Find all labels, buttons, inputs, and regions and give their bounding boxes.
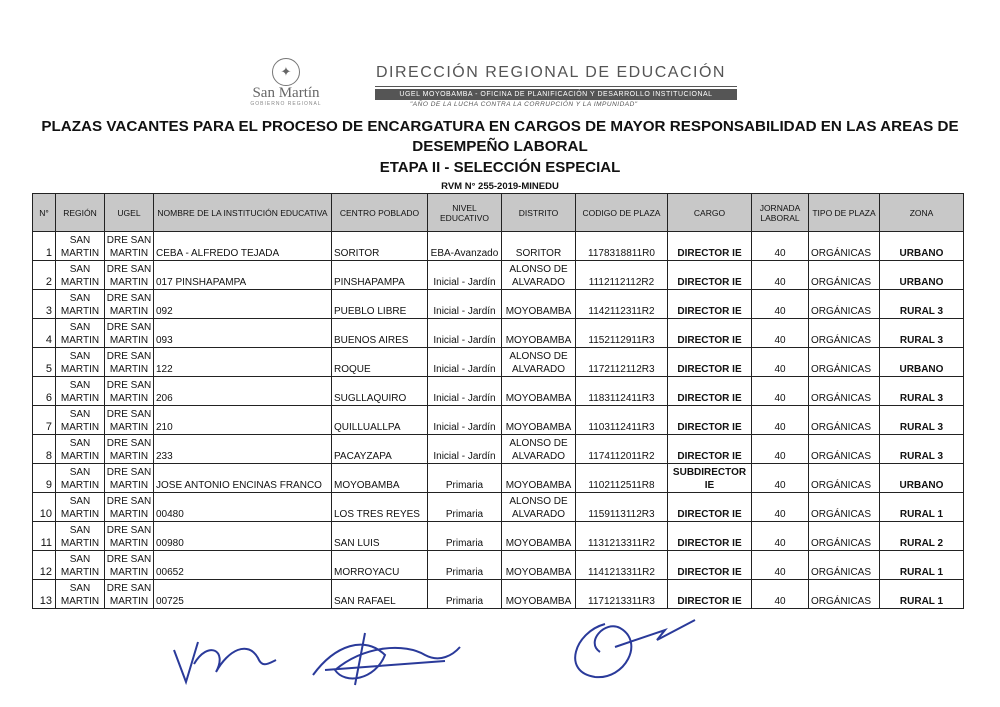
regional-logo bbox=[232, 58, 340, 108]
col-distrito: MOYOBAMBA bbox=[502, 522, 576, 551]
col-distrito: ALONSO DE ALVARADO bbox=[502, 261, 576, 290]
col-jornada-laboral: 40 bbox=[752, 522, 809, 551]
col-jornada-laboral: 40 bbox=[752, 290, 809, 319]
col-region: SAN MARTIN bbox=[56, 435, 105, 464]
col-numero: 7 bbox=[33, 406, 56, 435]
header-col-numero: N° bbox=[33, 194, 56, 232]
col-distrito: ALONSO DE ALVARADO bbox=[502, 493, 576, 522]
document-title: PLAZAS VACANTES PARA EL PROCESO DE ENCARGATURA EN CARGOS DE MAYOR RESPONSABILIDAD EN LAS AREAS DE DESEMPEÑO LABORAL bbox=[41, 118, 959, 155]
rvm-reference: RVM N° 255-2019-MINEDU bbox=[441, 181, 559, 192]
col-tipo-plaza: ORGÁNICAS bbox=[809, 522, 880, 551]
col-distrito: MOYOBAMBA bbox=[502, 551, 576, 580]
col-nivel-educativo: Inicial - Jardín bbox=[428, 406, 502, 435]
header-col-centro-poblado: CENTRO POBLADO bbox=[332, 194, 428, 232]
col-ugel: DRE SAN MARTIN bbox=[105, 464, 154, 493]
col-institucion: 017 PINSHAPAMPA bbox=[154, 261, 332, 290]
col-region: SAN MARTIN bbox=[56, 377, 105, 406]
col-zona: RURAL 3 bbox=[880, 290, 964, 319]
col-codigo-plaza: 1174112011R2 bbox=[576, 435, 668, 464]
header-col-tipo-plaza: TIPO DE PLAZA bbox=[809, 194, 880, 232]
col-centro-poblado: SORITOR bbox=[332, 232, 428, 261]
col-jornada-laboral: 40 bbox=[752, 551, 809, 580]
col-tipo-plaza: ORGÁNICAS bbox=[809, 232, 880, 261]
col-ugel: DRE SAN MARTIN bbox=[105, 580, 154, 609]
col-codigo-plaza: 1131213311R2 bbox=[576, 522, 668, 551]
col-cargo: SUBDIRECTOR IE bbox=[668, 464, 752, 493]
col-cargo: DIRECTOR IE bbox=[668, 406, 752, 435]
col-cargo: DIRECTOR IE bbox=[668, 290, 752, 319]
col-nivel-educativo: EBA-Avanzado bbox=[428, 232, 502, 261]
col-ugel: DRE SAN MARTIN bbox=[105, 522, 154, 551]
col-zona: RURAL 1 bbox=[880, 580, 964, 609]
col-codigo-plaza: 1159113112R3 bbox=[576, 493, 668, 522]
col-codigo-plaza: 1178318811R0 bbox=[576, 232, 668, 261]
col-ugel: DRE SAN MARTIN bbox=[105, 551, 154, 580]
col-region: SAN MARTIN bbox=[56, 348, 105, 377]
col-numero: 13 bbox=[33, 580, 56, 609]
vacancies-table bbox=[32, 193, 964, 609]
col-ugel: DRE SAN MARTIN bbox=[105, 377, 154, 406]
col-zona: RURAL 1 bbox=[880, 551, 964, 580]
col-cargo: DIRECTOR IE bbox=[668, 580, 752, 609]
col-nivel-educativo: Primaria bbox=[428, 464, 502, 493]
table-row bbox=[33, 348, 964, 377]
col-ugel: DRE SAN MARTIN bbox=[105, 435, 154, 464]
col-tipo-plaza: ORGÁNICAS bbox=[809, 377, 880, 406]
logo-sub: GOBIERNO REGIONAL bbox=[250, 101, 322, 107]
table-row bbox=[33, 522, 964, 551]
table-row bbox=[33, 406, 964, 435]
col-zona: RURAL 3 bbox=[880, 406, 964, 435]
col-tipo-plaza: ORGÁNICAS bbox=[809, 580, 880, 609]
col-nivel-educativo: Primaria bbox=[428, 522, 502, 551]
col-region: SAN MARTIN bbox=[56, 319, 105, 348]
table-row bbox=[33, 261, 964, 290]
col-nivel-educativo: Inicial - Jardín bbox=[428, 319, 502, 348]
col-tipo-plaza: ORGÁNICAS bbox=[809, 348, 880, 377]
col-jornada-laboral: 40 bbox=[752, 464, 809, 493]
col-codigo-plaza: 1112112112R2 bbox=[576, 261, 668, 290]
col-zona: URBANO bbox=[880, 232, 964, 261]
col-distrito: MOYOBAMBA bbox=[502, 580, 576, 609]
col-codigo-plaza: 1102112511R8 bbox=[576, 464, 668, 493]
logo-brand: San Martín bbox=[252, 85, 320, 101]
col-zona: RURAL 1 bbox=[880, 493, 964, 522]
col-region: SAN MARTIN bbox=[56, 232, 105, 261]
col-distrito: ALONSO DE ALVARADO bbox=[502, 348, 576, 377]
seal-icon: ✦ bbox=[272, 58, 300, 86]
col-zona: URBANO bbox=[880, 464, 964, 493]
col-tipo-plaza: ORGÁNICAS bbox=[809, 290, 880, 319]
col-nivel-educativo: Inicial - Jardín bbox=[428, 290, 502, 319]
header-col-nivel-educativo: NIVEL EDUCATIVO bbox=[428, 194, 502, 232]
col-region: SAN MARTIN bbox=[56, 261, 105, 290]
col-institucion: 122 bbox=[154, 348, 332, 377]
col-nivel-educativo: Inicial - Jardín bbox=[428, 261, 502, 290]
col-ugel: DRE SAN MARTIN bbox=[105, 232, 154, 261]
col-institucion: 00980 bbox=[154, 522, 332, 551]
col-zona: RURAL 3 bbox=[880, 319, 964, 348]
col-region: SAN MARTIN bbox=[56, 580, 105, 609]
col-nivel-educativo: Primaria bbox=[428, 551, 502, 580]
col-zona: RURAL 2 bbox=[880, 522, 964, 551]
col-distrito: MOYOBAMBA bbox=[502, 377, 576, 406]
col-centro-poblado: PINSHAPAMPA bbox=[332, 261, 428, 290]
col-zona: URBANO bbox=[880, 261, 964, 290]
col-cargo: DIRECTOR IE bbox=[668, 435, 752, 464]
col-region: SAN MARTIN bbox=[56, 551, 105, 580]
col-codigo-plaza: 1171213311R3 bbox=[576, 580, 668, 609]
col-tipo-plaza: ORGÁNICAS bbox=[809, 551, 880, 580]
col-codigo-plaza: 1141213311R2 bbox=[576, 551, 668, 580]
col-jornada-laboral: 40 bbox=[752, 377, 809, 406]
col-cargo: DIRECTOR IE bbox=[668, 493, 752, 522]
col-institucion: 093 bbox=[154, 319, 332, 348]
signature-2 bbox=[305, 625, 465, 695]
col-numero: 10 bbox=[33, 493, 56, 522]
col-distrito: SORITOR bbox=[502, 232, 576, 261]
col-institucion: 00652 bbox=[154, 551, 332, 580]
col-numero: 6 bbox=[33, 377, 56, 406]
table-row bbox=[33, 464, 964, 493]
col-cargo: DIRECTOR IE bbox=[668, 522, 752, 551]
col-distrito: ALONSO DE ALVARADO bbox=[502, 435, 576, 464]
col-cargo: DIRECTOR IE bbox=[668, 261, 752, 290]
col-tipo-plaza: ORGÁNICAS bbox=[809, 464, 880, 493]
col-region: SAN MARTIN bbox=[56, 522, 105, 551]
col-numero: 11 bbox=[33, 522, 56, 551]
col-ugel: DRE SAN MARTIN bbox=[105, 290, 154, 319]
header-col-distrito: DISTRITO bbox=[502, 194, 576, 232]
col-numero: 5 bbox=[33, 348, 56, 377]
col-centro-poblado: SUGLLAQUIRO bbox=[332, 377, 428, 406]
col-institucion: JOSE ANTONIO ENCINAS FRANCO bbox=[154, 464, 332, 493]
table-row bbox=[33, 377, 964, 406]
header-col-ugel: UGEL bbox=[105, 194, 154, 232]
col-nivel-educativo: Primaria bbox=[428, 580, 502, 609]
signature-3 bbox=[565, 612, 705, 687]
col-centro-poblado: PACAYZAPA bbox=[332, 435, 428, 464]
col-distrito: MOYOBAMBA bbox=[502, 319, 576, 348]
signature-1 bbox=[168, 620, 293, 690]
col-tipo-plaza: ORGÁNICAS bbox=[809, 406, 880, 435]
col-cargo: DIRECTOR IE bbox=[668, 348, 752, 377]
header-col-jornada-laboral: JORNADA LABORAL bbox=[752, 194, 809, 232]
col-jornada-laboral: 40 bbox=[752, 261, 809, 290]
table-header-row bbox=[33, 194, 964, 232]
col-codigo-plaza: 1172112112R3 bbox=[576, 348, 668, 377]
header-col-region: REGIÓN bbox=[56, 194, 105, 232]
col-numero: 12 bbox=[33, 551, 56, 580]
col-tipo-plaza: ORGÁNICAS bbox=[809, 493, 880, 522]
col-jornada-laboral: 40 bbox=[752, 493, 809, 522]
col-cargo: DIRECTOR IE bbox=[668, 377, 752, 406]
header-col-zona: ZONA bbox=[880, 194, 964, 232]
col-jornada-laboral: 40 bbox=[752, 348, 809, 377]
col-codigo-plaza: 1183112411R3 bbox=[576, 377, 668, 406]
table-row bbox=[33, 493, 964, 522]
col-nivel-educativo: Primaria bbox=[428, 493, 502, 522]
col-jornada-laboral: 40 bbox=[752, 319, 809, 348]
col-numero: 3 bbox=[33, 290, 56, 319]
col-institucion: 092 bbox=[154, 290, 332, 319]
col-institucion: 210 bbox=[154, 406, 332, 435]
col-tipo-plaza: ORGÁNICAS bbox=[809, 319, 880, 348]
table-row bbox=[33, 290, 964, 319]
col-ugel: DRE SAN MARTIN bbox=[105, 261, 154, 290]
table-row bbox=[33, 319, 964, 348]
col-centro-poblado: BUENOS AIRES bbox=[332, 319, 428, 348]
col-tipo-plaza: ORGÁNICAS bbox=[809, 435, 880, 464]
col-institucion: CEBA - ALFREDO TEJADA bbox=[154, 232, 332, 261]
table-row bbox=[33, 435, 964, 464]
col-ugel: DRE SAN MARTIN bbox=[105, 406, 154, 435]
col-numero: 2 bbox=[33, 261, 56, 290]
col-cargo: DIRECTOR IE bbox=[668, 551, 752, 580]
table-row bbox=[33, 551, 964, 580]
col-cargo: DIRECTOR IE bbox=[668, 319, 752, 348]
col-nivel-educativo: Inicial - Jardín bbox=[428, 435, 502, 464]
col-centro-poblado: MOYOBAMBA bbox=[332, 464, 428, 493]
col-region: SAN MARTIN bbox=[56, 493, 105, 522]
header-col-codigo-plaza: CODIGO DE PLAZA bbox=[576, 194, 668, 232]
col-centro-poblado: MORROYACU bbox=[332, 551, 428, 580]
col-region: SAN MARTIN bbox=[56, 406, 105, 435]
office-title: DIRECCIÓN REGIONAL DE EDUCACIÓN bbox=[376, 64, 726, 81]
col-centro-poblado: QUILLUALLPA bbox=[332, 406, 428, 435]
table-row bbox=[33, 580, 964, 609]
header-col-cargo: CARGO bbox=[668, 194, 752, 232]
col-region: SAN MARTIN bbox=[56, 290, 105, 319]
col-institucion: 00480 bbox=[154, 493, 332, 522]
col-nivel-educativo: Inicial - Jardín bbox=[428, 377, 502, 406]
table-row bbox=[33, 232, 964, 261]
stage-title: ETAPA II - SELECCIÓN ESPECIAL bbox=[379, 159, 621, 176]
col-jornada-laboral: 40 bbox=[752, 232, 809, 261]
col-numero: 4 bbox=[33, 319, 56, 348]
col-codigo-plaza: 1103112411R3 bbox=[576, 406, 668, 435]
col-distrito: MOYOBAMBA bbox=[502, 464, 576, 493]
col-zona: RURAL 3 bbox=[880, 377, 964, 406]
col-ugel: DRE SAN MARTIN bbox=[105, 348, 154, 377]
col-codigo-plaza: 1142112311R2 bbox=[576, 290, 668, 319]
col-institucion: 233 bbox=[154, 435, 332, 464]
col-ugel: DRE SAN MARTIN bbox=[105, 493, 154, 522]
header-col-institucion: NOMBRE DE LA INSTITUCIÓN EDUCATIVA bbox=[154, 194, 332, 232]
col-zona: URBANO bbox=[880, 348, 964, 377]
col-ugel: DRE SAN MARTIN bbox=[105, 319, 154, 348]
col-numero: 9 bbox=[33, 464, 56, 493]
col-distrito: MOYOBAMBA bbox=[502, 406, 576, 435]
col-jornada-laboral: 40 bbox=[752, 580, 809, 609]
col-institucion: 00725 bbox=[154, 580, 332, 609]
col-institucion: 206 bbox=[154, 377, 332, 406]
col-tipo-plaza: ORGÁNICAS bbox=[809, 261, 880, 290]
col-distrito: MOYOBAMBA bbox=[502, 290, 576, 319]
col-numero: 1 bbox=[33, 232, 56, 261]
col-centro-poblado: SAN LUIS bbox=[332, 522, 428, 551]
col-codigo-plaza: 1152112911R3 bbox=[576, 319, 668, 348]
header-divider bbox=[375, 86, 737, 87]
col-jornada-laboral: 40 bbox=[752, 435, 809, 464]
col-centro-poblado: PUEBLO LIBRE bbox=[332, 290, 428, 319]
col-zona: RURAL 3 bbox=[880, 435, 964, 464]
col-jornada-laboral: 40 bbox=[752, 406, 809, 435]
col-cargo: DIRECTOR IE bbox=[668, 232, 752, 261]
col-centro-poblado: SAN RAFAEL bbox=[332, 580, 428, 609]
col-nivel-educativo: Inicial - Jardín bbox=[428, 348, 502, 377]
col-centro-poblado: ROQUE bbox=[332, 348, 428, 377]
year-motto: "AÑO DE LA LUCHA CONTRA LA CORRUPCIÓN Y LA IMPUNIDAD" bbox=[410, 101, 638, 108]
col-numero: 8 bbox=[33, 435, 56, 464]
office-subtitle: UGEL MOYOBAMBA - OFICINA DE PLANIFICACIÓN Y DESARROLLO INSTITUCIONAL bbox=[375, 89, 737, 100]
col-centro-poblado: LOS TRES REYES bbox=[332, 493, 428, 522]
col-region: SAN MARTIN bbox=[56, 464, 105, 493]
